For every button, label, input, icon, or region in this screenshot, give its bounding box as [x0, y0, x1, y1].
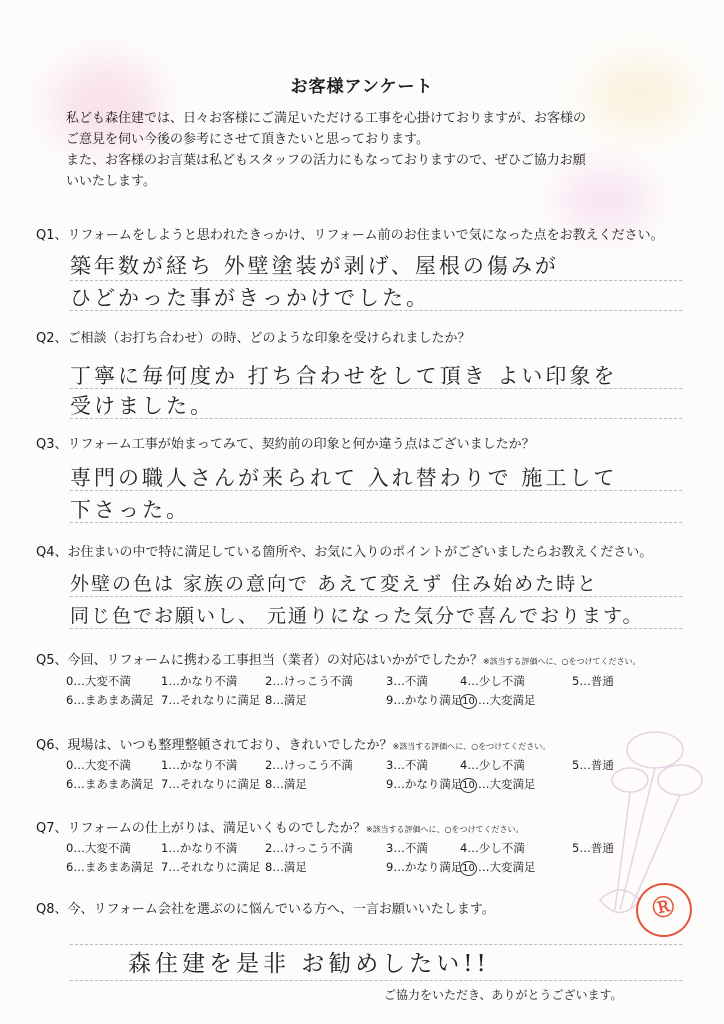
answer-rule: [70, 388, 682, 389]
answer-rule: [70, 522, 682, 523]
rating-option[interactable]: 1…かなり不満: [161, 841, 238, 855]
q6-question: [36, 734, 550, 753]
answer-rule: [70, 310, 682, 311]
rating-option[interactable]: 9…かなり満足: [386, 693, 463, 707]
q4-answer-line: 外壁の色は 家族の意向で あえて変えず 住み始めた時と: [70, 573, 599, 595]
rating-option[interactable]: 9…かなり満足: [386, 777, 463, 791]
q1-answer-line: 築年数が経ち 外壁塗装が剥げ、屋根の傷みが: [70, 254, 559, 278]
rating-option[interactable]: 0…大変不満: [66, 841, 131, 855]
scale-row: [66, 840, 675, 859]
rating-option[interactable]: 3…不満: [386, 674, 428, 688]
q7-question: [36, 817, 524, 836]
scale-row: [66, 776, 675, 795]
rating-option[interactable]: 1…かなり不満: [161, 758, 238, 772]
rating-option[interactable]: 0…大変不満: [66, 674, 131, 688]
q2-answer-line: 受けました。: [70, 394, 214, 418]
rating-option-selected[interactable]: [460, 692, 572, 711]
intro-line: いいたします。: [66, 174, 156, 189]
approval-stamp: Ⓡ: [631, 878, 697, 942]
answer-rule: [70, 596, 682, 597]
rating-option-label: …大変満足: [478, 860, 536, 874]
rating-option[interactable]: 1…かなり不満: [161, 674, 238, 688]
answer-rule: [70, 280, 682, 281]
answer-rule: [70, 944, 682, 945]
q4-question: Q4、お住まいの中で特に満足している箇所や、お気に入りのポイントがございましたらお教えください。: [36, 545, 653, 560]
rating-option-selected[interactable]: [460, 859, 572, 878]
thank-you-note: ご協力をいただき、ありがとうございます。: [384, 988, 623, 1002]
selection-circle: 10: [460, 861, 477, 876]
q1-question: Q1、リフォームをしようと思われたきっかけ、リフォーム前のお住まいで気になった点をお教えください。: [36, 228, 664, 243]
q5-rating-scale: [66, 673, 675, 711]
intro-paragraph: [66, 108, 666, 192]
q6-question-text: Q6、現場は、いつも整理整頓されており、きれいでしたか？: [36, 738, 393, 753]
scale-row: [66, 673, 675, 692]
rating-option[interactable]: 9…かなり満足: [386, 860, 463, 874]
rating-option[interactable]: 2…けっこう不満: [265, 841, 353, 855]
rating-option[interactable]: 8…満足: [265, 860, 307, 874]
scale-row: [66, 757, 675, 776]
q5-question-text: Q5、今回、リフォームに携わる工事担当（業者）の対応はいかがでしたか？: [36, 653, 483, 668]
scale-row: [66, 859, 675, 878]
rating-option[interactable]: 8…満足: [265, 777, 307, 791]
selection-circle: 10: [460, 694, 477, 709]
answer-rule: [70, 980, 682, 981]
q3-question: Q3、リフォーム工事が始まってみて、契約前の印象と何か違う点はございましたか？: [36, 437, 535, 452]
rating-option-selected[interactable]: [460, 776, 572, 795]
q7-rating-scale: [66, 840, 675, 878]
q8-question: Q8、今、リフォーム会社を選ぶのに悩んでいる方へ、一言お願いいたします。: [36, 902, 495, 917]
q2-question: Q2、ご相談（お打ち合わせ）の時、どのような印象を受けられましたか？: [36, 331, 471, 346]
q5-note: ※該当する評価へに、○をつけてください。: [482, 657, 641, 666]
answer-rule: [70, 628, 682, 629]
rating-option[interactable]: 6…まあまあ満足: [66, 777, 154, 791]
intro-line: 私ども森住建では、日々お客様にご満足いただける工事を心掛けておりますが、お客様の: [66, 111, 587, 126]
q3-answer-line: 専門の職人さんが来られて 入れ替わりで 施工して: [70, 466, 618, 490]
page-title: お客様アンケート: [290, 77, 434, 97]
q1-answer-line: ひどかった事がきっかけでした。: [70, 286, 430, 310]
intro-line: また、お客様のお言葉は私どもスタッフの活力にもなっておりますので、ぜひご協力お願: [66, 153, 586, 168]
rating-option[interactable]: 4…少し不満: [460, 841, 525, 855]
rating-option[interactable]: 2…けっこう不満: [265, 758, 353, 772]
q4-answer-line: 同じ色でお願いし、 元通りになった気分で喜んでおります。: [70, 605, 644, 627]
intro-line: ご意見を伺い今後の参考にさせて頂きたいと思っております。: [66, 132, 429, 147]
rating-option-label: …大変満足: [478, 693, 536, 707]
rating-option[interactable]: 4…少し不満: [460, 674, 525, 688]
q3-answer-line: 下さった。: [70, 498, 190, 522]
selection-circle: 10: [460, 778, 477, 793]
q2-answer-line: 丁寧に毎何度か 打ち合わせをして頂き よい印象を: [70, 364, 618, 388]
q8-answer: 森住建を是非 お勧めしたい!!: [128, 951, 490, 977]
q5-question: [36, 649, 641, 668]
answer-rule: [70, 418, 682, 419]
rating-option-label: …大変満足: [478, 777, 536, 791]
q7-note: ※該当する評価へに、○をつけてください。: [365, 825, 524, 834]
rating-option[interactable]: 8…満足: [265, 693, 307, 707]
q6-note: ※該当する評価へに、○をつけてください。: [392, 742, 551, 751]
rating-option[interactable]: 2…けっこう不満: [265, 674, 353, 688]
rating-option[interactable]: 5…普通: [572, 674, 614, 688]
rating-option[interactable]: 6…まあまあ満足: [66, 860, 154, 874]
rating-option[interactable]: 6…まあまあ満足: [66, 693, 154, 707]
rating-option[interactable]: 4…少し不満: [460, 758, 525, 772]
rating-option[interactable]: 5…普通: [572, 841, 614, 855]
scale-row: [66, 692, 675, 711]
rating-option[interactable]: 0…大変不満: [66, 758, 131, 772]
answer-rule: [70, 490, 682, 491]
q6-rating-scale: [66, 757, 675, 795]
rating-option[interactable]: 7…それなりに満足: [161, 860, 261, 874]
rating-option[interactable]: 3…不満: [386, 758, 428, 772]
rating-option[interactable]: 3…不満: [386, 841, 428, 855]
q7-question-text: Q7、リフォームの仕上がりは、満足いくものでしたか？: [36, 821, 366, 836]
rating-option[interactable]: 7…それなりに満足: [161, 777, 261, 791]
rating-option[interactable]: 5…普通: [572, 758, 614, 772]
rating-option[interactable]: 7…それなりに満足: [161, 693, 261, 707]
